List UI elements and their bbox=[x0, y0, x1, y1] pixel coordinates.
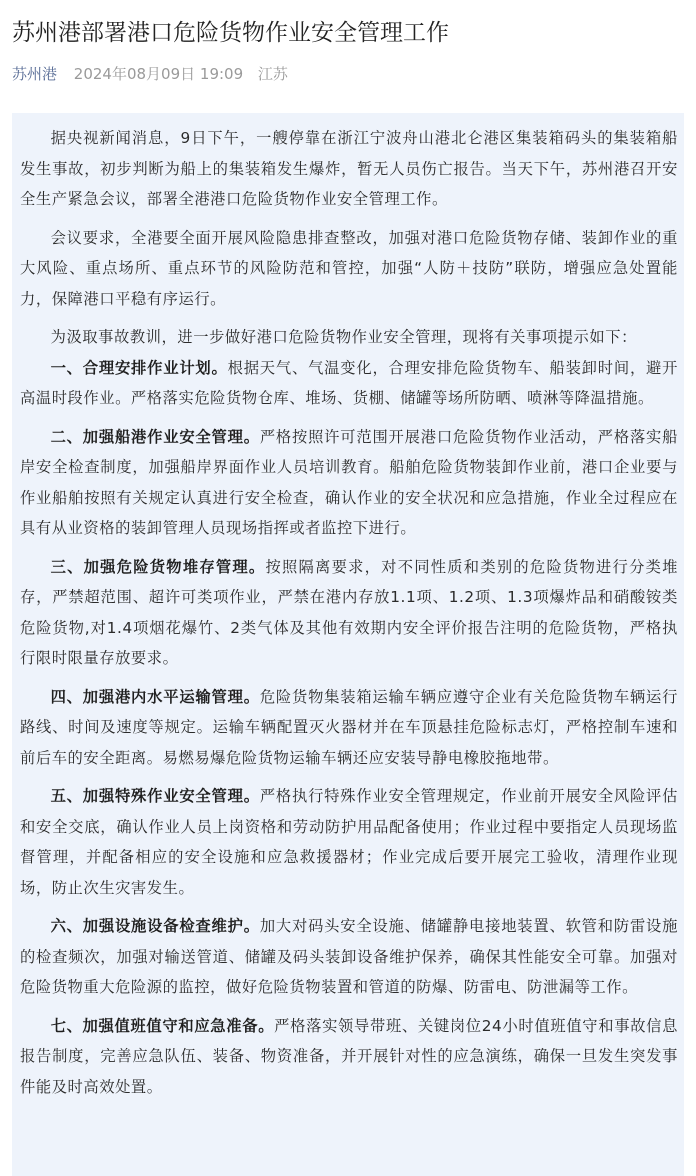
source-account-link[interactable]: 苏州港 bbox=[12, 65, 58, 83]
publish-datetime: 2024年08月09日 19:09 bbox=[73, 65, 244, 83]
paragraph bbox=[20, 781, 678, 903]
paragraph-text: 根据天气、气温变化，合理安排危险货物车、船装卸时间，避开高温时段作业。严格落实危险货物仓库、堆场、货棚、储罐等场所防晒、喷淋等降温措施。 bbox=[20, 358, 678, 407]
paragraph-text: 加大对码头安全设施、储罐静电接地装置、软管和防雷设施的检查频次，加强对输送管道、储罐及码头装卸设备维护保养，确保其性能安全可靠。加强对危险货物重大危险源的监控，做好危险货物装置和管道的防爆、防雷电、防泄漏等工作。 bbox=[20, 917, 678, 996]
paragraph bbox=[20, 353, 678, 414]
paragraph-lead: 四、加强港内水平运输管理。 bbox=[50, 687, 260, 706]
paragraph-lead: 六、加强设施设备检查维护。 bbox=[50, 917, 260, 935]
paragraph-text: 严格按照许可范围开展港口危险货物作业活动，严格落实船岸安全检查制度，加强船岸界面作业人员培训教育。船舶危险货物装卸作业前，港口企业要与作业船舶按照有关规定认真进行安全检查，确认作业的安全状况和应急措施，作业全过程应在具有从业资格的装卸管理人员现场指挥或者监控下进行。 bbox=[20, 427, 678, 537]
paragraph bbox=[20, 123, 678, 215]
paragraph-text: 据央视新闻消息，9日下午，一艘停靠在浙江宁波舟山港北仑港区集装箱码头的集装箱船发生事故，初步判断为船上的集装箱发生爆炸，暂无人员伤亡报告。当天下午，苏州港召开安全生产紧急会议，部署全港港口危险货物作业安全管理工作。 bbox=[20, 129, 678, 208]
paragraph-text: 危险货物集装箱运输车辆应遵守企业有关危险货物车辆运行路线、时间及速度等规定。运输车辆配置灭火器材并在车顶悬挂危险标志灯，严格控制车速和前后车的安全距离。易燃易爆危险货物运输车辆还应安装导静电橡胶拖地带。 bbox=[20, 687, 678, 767]
paragraph bbox=[20, 1011, 678, 1103]
article-body bbox=[12, 113, 684, 1176]
paragraph bbox=[20, 223, 678, 315]
paragraph-text: 会议要求，全港要全面开展风险隐患排查整改，加强对港口危险货物存储、装卸作业的重大风险、重点场所、重点环节的风险防范和管控，加强“人防＋技防”联防，增强应急处置能力，保障港口平稳有序运行。 bbox=[20, 228, 678, 308]
paragraph-text: 为汲取事故教训，进一步做好港口危险货物作业安全管理，现将有关事项提示如下： bbox=[50, 328, 637, 346]
paragraph-text: 严格落实领导带班、关键岗位24小时值班值守和事故信息报告制度，完善应急队伍、装备、物资准备，并开展针对性的应急演练，确保一旦发生突发事件能及时高效处置。 bbox=[20, 1016, 678, 1096]
paragraph-lead: 一、合理安排作业计划。 bbox=[50, 358, 228, 377]
paragraph-lead: 二、加强船港作业安全管理。 bbox=[50, 427, 260, 446]
paragraph bbox=[20, 322, 678, 353]
publish-location: 江苏 bbox=[257, 65, 288, 83]
paragraph-text: 按照隔离要求，对不同性质和类别的危险货物进行分类堆存，严禁超范围、超许可类项作业，严禁在港内存放1.1项、1.2项、1.3项爆炸品和硝酸铵类危险货物,对1.4项烟花爆竹、2类气体及其他有效期内安全评价报告注明的危险货物，严格执行限时限量存放要求。 bbox=[20, 557, 678, 667]
paragraph-text: 严格执行特殊作业安全管理规定，作业前开展安全风险评估和安全交底，确认作业人员上岗资格和劳动防护用品配备使用；作业过程中要指定人员现场监督管理，并配备相应的安全设施和应急救援器材；作业完成后要开展完工验收，清理作业现场，防止次生灾害发生。 bbox=[20, 787, 678, 897]
paragraph bbox=[20, 682, 678, 774]
paragraph-lead: 五、加强特殊作业安全管理。 bbox=[50, 787, 260, 805]
paragraph-lead: 七、加强值班值守和应急准备。 bbox=[50, 1016, 275, 1035]
paragraph bbox=[20, 422, 678, 544]
paragraph bbox=[20, 552, 678, 674]
article-meta bbox=[12, 62, 288, 86]
paragraph bbox=[20, 911, 678, 1003]
article-title: 苏州港部署港口危险货物作业安全管理工作 bbox=[12, 20, 449, 46]
paragraph-lead: 三、加强危险货物堆存管理。 bbox=[50, 557, 266, 576]
